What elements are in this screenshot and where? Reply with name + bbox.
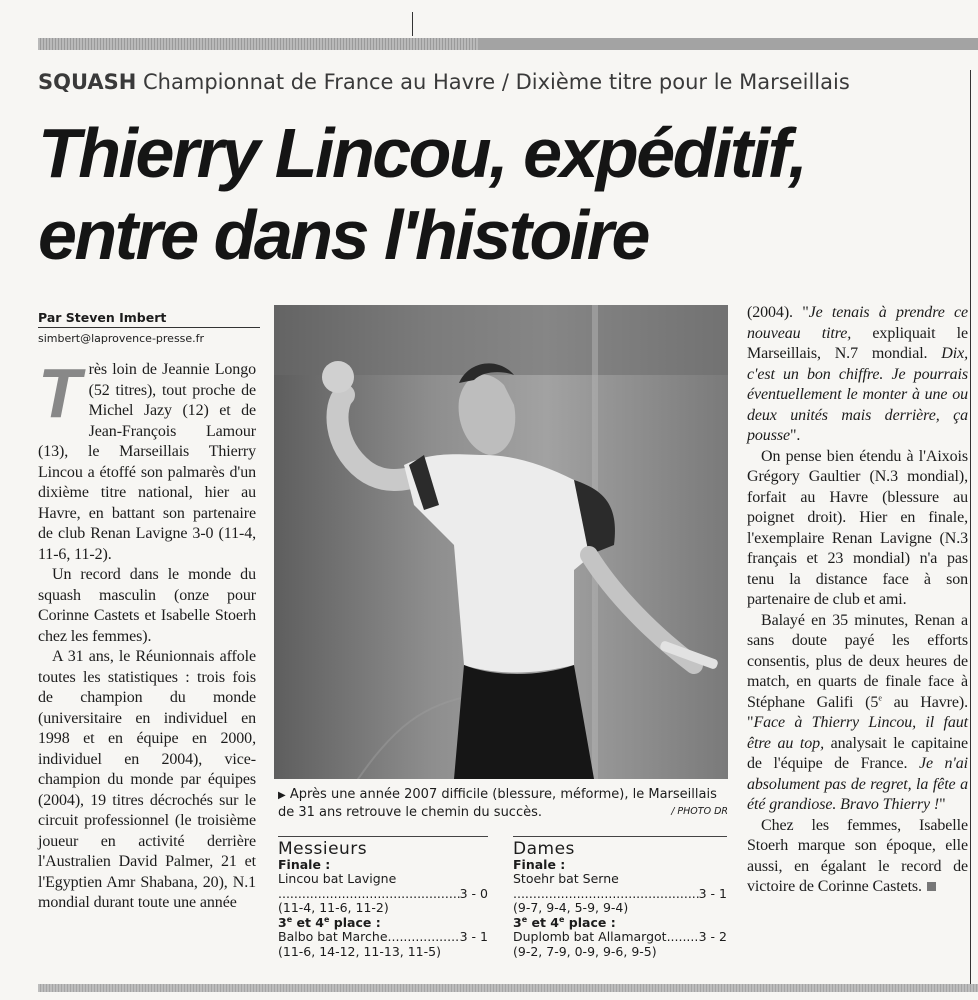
- paragraph-7: Chez les femmes, Isabelle Stoerh marque son époque, elle aussi, en égalant le record de victoire de Corinne Castets.: [747, 816, 968, 895]
- headline-line-1: Thierry Lincou, expéditif,: [38, 114, 806, 192]
- byline: [38, 310, 260, 345]
- third-place-sets: (9-2, 7-9, 0-9, 9-6, 9-5): [513, 943, 657, 959]
- final-score-row: [278, 887, 488, 902]
- results-dames-title: Dames: [513, 839, 575, 859]
- final-score: 3 - 1: [698, 885, 727, 901]
- paragraph-1-text: rès loin de Jeannie Longo (52 titres), tout proche de Michel Jazy (12) et de Jean-François Lamour (13), le Marseillais Thierry Lincou a étoffé son palmarès d'un dixième titre national, hier au Havre, en battant son partenaire de club Renan Lavigne 3-0 (11-4, 11-6, 11-2).: [38, 361, 256, 563]
- byline-email: simbert@laprovence-presse.fr: [38, 332, 205, 345]
- paragraph-3: A 31 ans, le Réunionnais affole toutes les statistiques : trois fois de champion du monde (universitaire en individuel en 1998 et en équipe en 2000, individuel en 2004), vice-champion du monde par équipes (2004), 19 titres décrochés sur le circuit professionnel (le troisième joueur en activité derrière l'Australien David Palmer, 21 et l'Egyptien Amr Shabana, 20), N.1 mondial durant toute une année: [38, 648, 256, 911]
- final-sets: (9-7, 9-4, 5-9, 9-4): [513, 900, 629, 915]
- kicker: [38, 70, 968, 94]
- final-match: Stoehr bat Serne: [513, 871, 619, 886]
- top-band: [38, 38, 978, 50]
- final-sets: (11-4, 11-6, 11-2): [278, 900, 389, 915]
- results-rule-messieurs: [278, 836, 488, 837]
- column-rule: [970, 70, 971, 990]
- caption-arrow-icon: ▶: [278, 790, 286, 801]
- final-score: 3 - 0: [459, 885, 488, 901]
- article-column-1: [38, 354, 256, 914]
- paragraph-2: Un record dans le monde du squash masculin (onze pour Corinne Castets et Isabelle Stoerh chez les femmes).: [38, 566, 256, 645]
- end-mark-icon: [927, 882, 936, 891]
- results-messieurs: [278, 839, 488, 959]
- kicker-section: SQUASH: [38, 70, 137, 94]
- photo-caption: [278, 786, 728, 821]
- paragraph-4: (2004). "Je tenais à prendre ce nouveau titre, expliquait le Marseillais, N.7 mondial. Dix, c'est un bon chiffre. Je pourrais éventuellement le monter à une ou deux unités mais derrière, ça pousse".: [747, 304, 968, 444]
- results-rule-dames: [513, 836, 727, 837]
- third-place-match: Balbo bat Marche: [278, 929, 388, 944]
- third-place-row: [278, 930, 488, 945]
- headline: [38, 112, 968, 276]
- third-place-sets: (11-6, 14-12, 11-13, 11-5): [278, 943, 441, 959]
- third-place-score: 3 - 1: [459, 929, 488, 944]
- kicker-text: Championnat de France au Havre / Dixième titre pour le Marseillais: [136, 70, 850, 94]
- caption-text: Après une année 2007 difficile (blessure, méforme), le Marseillais de 31 ans retrouve le chemin du succès.: [278, 787, 717, 820]
- article-photo: [274, 305, 728, 779]
- byline-author: Par Steven Imbert: [38, 310, 260, 328]
- third-place-score: 3 - 2: [698, 929, 727, 944]
- final-label: Finale :: [513, 856, 566, 872]
- fold-mark: [412, 12, 413, 36]
- third-place-label: 3e et 4e place :: [278, 914, 381, 930]
- dropcap: T: [38, 354, 81, 432]
- photo-player-illustration: [274, 305, 728, 779]
- third-place-row: [513, 930, 727, 945]
- bottom-band: [38, 984, 978, 992]
- final-match: Lincou bat Lavigne: [278, 871, 397, 886]
- third-place-label: 3e et 4e place :: [513, 914, 616, 930]
- paragraph-1: [38, 354, 256, 565]
- results-messieurs-title: Messieurs: [278, 839, 368, 859]
- results-dames: [513, 839, 727, 959]
- paragraph-6: Balayé en 35 minutes, Renan a sans doute payé les efforts consentis, plus de deux heures de match, en quarts de finale face à Stéphane Galifi (5e au Havre). "Face à Thierry Lincou, il faut être au top, analysait le capitaine de l'équipe de France. Je n'ai absolument pas de regret, la fête a été grandiose. Bravo Thierry !": [747, 611, 969, 813]
- third-place-match: Duplomb bat Allamargot: [513, 929, 667, 944]
- headline-line-2: entre dans l'histoire: [38, 196, 648, 274]
- paragraph-5: On pense bien étendu à l'Aixois Grégory Gaultier (N.3 mondial), forfait au Havre (blessure au poignet droit). Hier en finale, l'exemplaire Renan Lavigne (N.3 français et 23 mondial) n'a pas tenu la distance face à son partenaire de club et ami.: [747, 447, 968, 608]
- final-score-row: [513, 887, 727, 902]
- article-column-3: [747, 303, 968, 898]
- final-label: Finale :: [278, 856, 331, 872]
- photo-credit: / PHOTO DR: [671, 806, 728, 817]
